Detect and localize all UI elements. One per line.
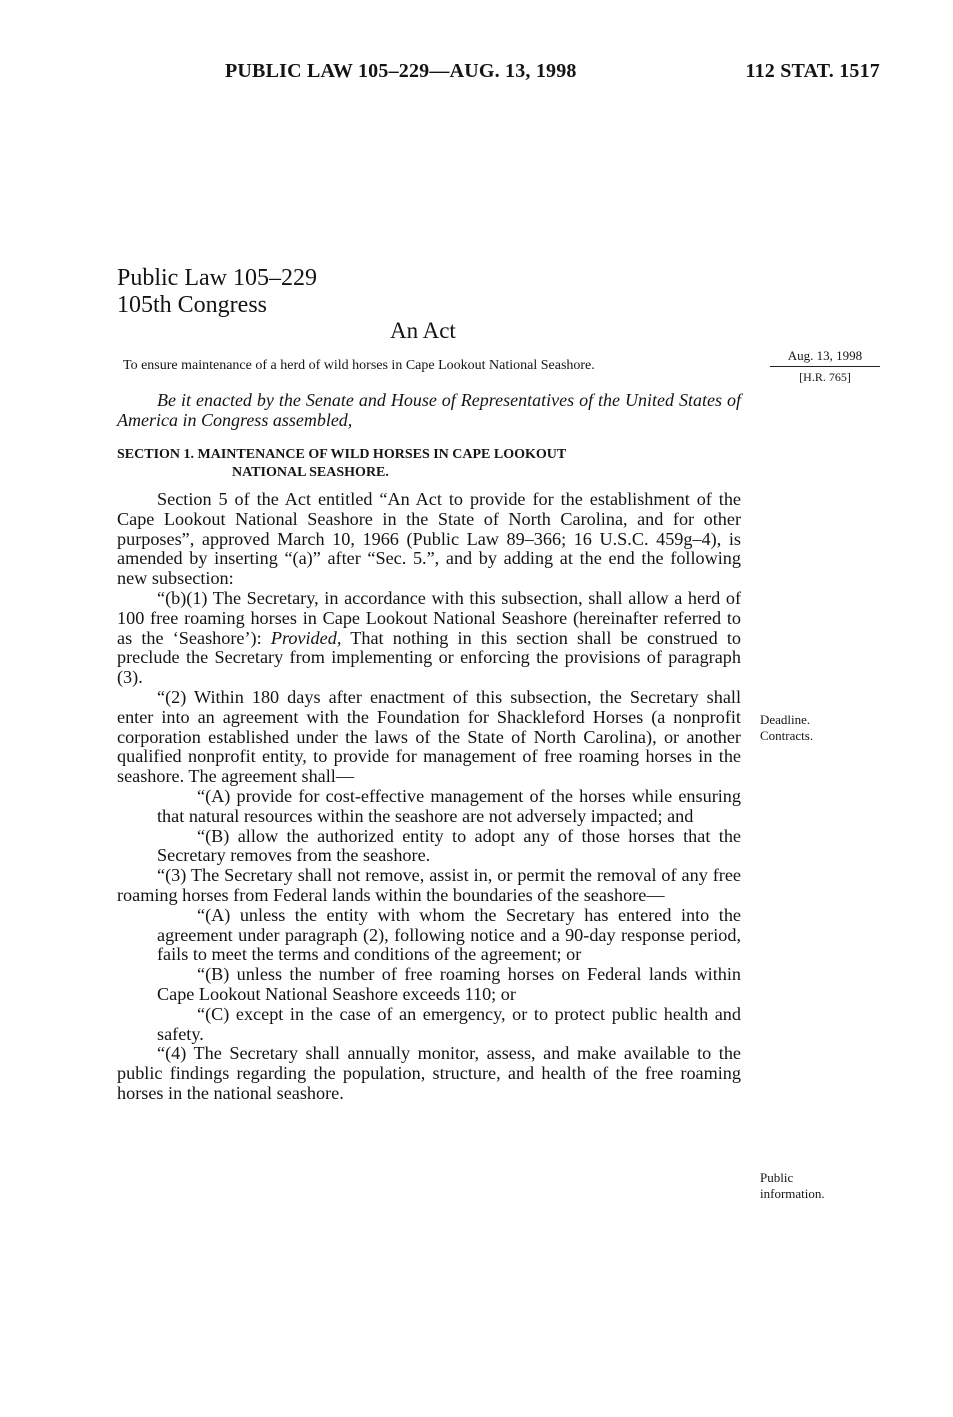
paragraph-intro: Section 5 of the Act entitled “An Act to provide for the establishment of the Cape Lookout National Seashore in the State of North Carolina, and for other purposes”, approved March 10, 1966 (Public Law 89–366; 16 U.S.C. 459g–4), is amended by inserting “(a)” after “Sec. 5.”, and by adding at the end the following new subsection: bbox=[117, 489, 741, 589]
enacting-clause: Be it enacted by the Senate and House of Representatives of the United States of America in Congress assembled, bbox=[117, 390, 741, 430]
paragraph-2: “(2) Within 180 days after enactment of this subsection, the Secretary shall enter into an agreement with the Foundation for Shackleford Horses (a nonprofit corporation established under the laws of the State of North Carolina), or another qualified nonprofit entity, to provide for management of free roaming horses in the seashore. The agreement shall— bbox=[117, 686, 741, 787]
section-heading-line1: SECTION 1. MAINTENANCE OF WILD HORSES IN CAPE LOOKOUT bbox=[117, 447, 567, 462]
paragraph-4: “(4) The Secretary shall annually monitor, assess, and make available to the public findings regarding the population, structure, and health of the free roaming horses in the national seashore. bbox=[117, 1043, 741, 1103]
paragraph-2A: “(A) provide for cost-effective management of the horses while ensuring that natural resources within the seashore are not adversely impacted; and bbox=[157, 785, 741, 826]
paragraph-3B: “(B) unless the number of free roaming horses on Federal lands within Cape Lookout National Seashore exceeds 110; or bbox=[157, 964, 741, 1004]
act-purpose: To ensure maintenance of a herd of wild horses in Cape Lookout National Seashore. bbox=[123, 358, 595, 373]
running-head bbox=[225, 60, 880, 84]
header-statute-page: 112 STAT. 1517 bbox=[745, 60, 880, 82]
section-heading-line2: NATIONAL SEASHORE. bbox=[232, 465, 389, 480]
law-title-block bbox=[117, 265, 317, 319]
deadline-note: Deadline. bbox=[760, 712, 811, 727]
enactment-date: Aug. 13, 1998 bbox=[770, 348, 880, 367]
paragraph-3: “(3) The Secretary shall not remove, assist in, or permit the removal of any free roaming horses from Federal lands within the boundaries of the seashore— bbox=[117, 865, 741, 905]
public-law-number: Public Law 105–229 bbox=[117, 265, 317, 291]
margin-note-public-information bbox=[760, 1170, 825, 1202]
margin-date-note bbox=[770, 348, 880, 385]
margin-note-deadline bbox=[760, 712, 813, 744]
paragraph-3A: “(A) unless the entity with whom the Secretary has entered into the agreement under paragraph (2), following notice and a 90-day response period, fails to meet the terms and conditions of the agreement; or bbox=[157, 904, 741, 965]
paragraph-2B: “(B) allow the authorized entity to adopt any of those horses that the Secretary removes from the seashore. bbox=[157, 825, 741, 866]
paragraph-b1-text-cont: That nothing in this section shall be construed to preclude the Secretary from implementing or enforcing the provisions of paragraph (3). bbox=[117, 627, 741, 688]
section-heading bbox=[117, 446, 741, 482]
an-act-heading: An Act bbox=[390, 318, 456, 343]
paragraph-3C: “(C) except in the case of an emergency, or to protect public health and safety. bbox=[157, 1003, 741, 1044]
provided-proviso: Provided, bbox=[270, 627, 342, 648]
section-body bbox=[117, 490, 741, 1104]
congress-number: 105th Congress bbox=[117, 292, 267, 318]
information-note: information. bbox=[760, 1186, 825, 1201]
public-note: Public bbox=[760, 1170, 794, 1185]
contracts-note: Contracts. bbox=[760, 728, 814, 743]
header-citation: PUBLIC LAW 105–229—AUG. 13, 1998 bbox=[225, 60, 577, 82]
paragraph-b1 bbox=[117, 589, 741, 688]
paragraph-b1-text: “(b)(1) The Secretary, in accordance with this subsection, shall allow a herd of 100 free roaming horses in Cape Lookout National Seashore (hereinafter referred to as the ‘Seashore’): bbox=[117, 587, 741, 648]
bill-number: [H.R. 765] bbox=[799, 370, 851, 384]
